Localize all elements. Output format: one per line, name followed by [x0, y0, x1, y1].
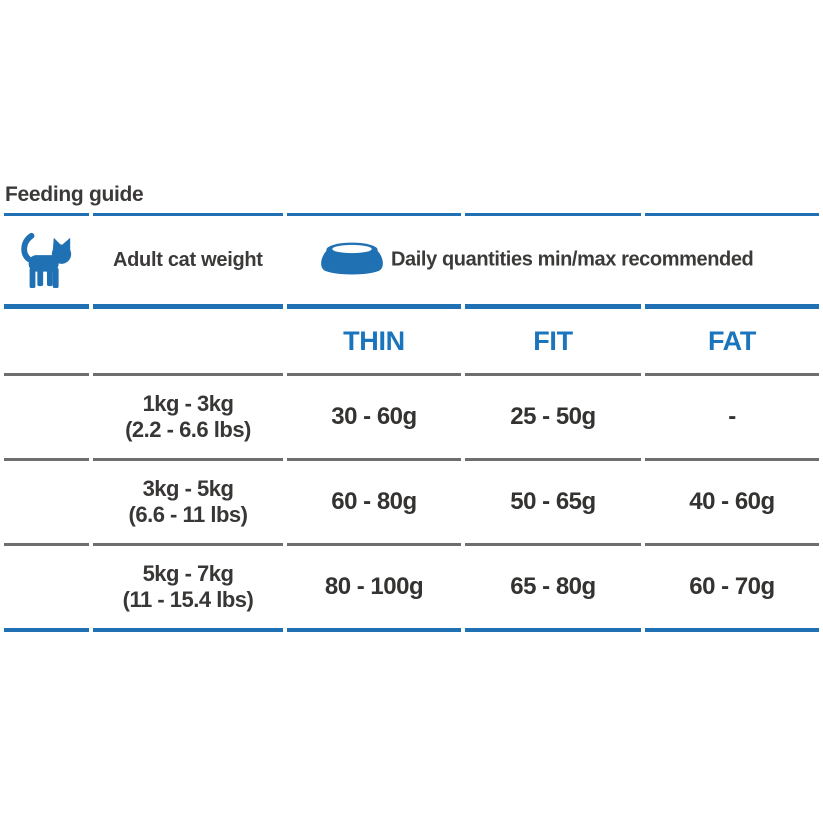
cell-thin: 60 - 80g [287, 461, 461, 546]
table-row [4, 376, 819, 461]
weight-range-lbs: (2.2 - 6.6 lbs) [125, 417, 251, 442]
weight-range-lbs: (11 - 15.4 lbs) [122, 587, 254, 612]
daily-quantities-label: Daily quantities min/max recommended [391, 248, 754, 271]
cat-icon [18, 229, 76, 291]
col-header-fit: FIT [465, 309, 641, 376]
adult-cat-weight-cell [93, 213, 283, 309]
row-spacer-cell [4, 461, 89, 546]
col-header-thin: THIN [287, 309, 461, 376]
feeding-table [0, 213, 823, 632]
cell-fat: - [645, 376, 819, 461]
weight-range-cell [93, 376, 283, 461]
table-header-row [4, 213, 819, 309]
cell-fit: 25 - 50g [465, 376, 641, 461]
cell-fit: 65 - 80g [465, 546, 641, 632]
weight-range-cell [93, 546, 283, 632]
row-spacer-cell [4, 376, 89, 461]
table-row [4, 461, 819, 546]
cat-icon-cell [4, 213, 89, 309]
table-row [4, 546, 819, 632]
weight-range-cell [93, 461, 283, 546]
bowl-icon [319, 239, 385, 282]
cell-thin: 30 - 60g [287, 376, 461, 461]
cell-fat: 60 - 70g [645, 546, 819, 632]
daily-quantities-cell [287, 213, 754, 309]
col-header-fat: FAT [645, 309, 819, 376]
weight-range-lbs: (6.6 - 11 lbs) [128, 502, 248, 527]
cell-fit: 50 - 65g [465, 461, 641, 546]
adult-cat-weight-label: Adult cat weight [113, 248, 263, 271]
weight-range-kg: 3kg - 5kg [142, 476, 234, 501]
cond-spacer-cell [93, 309, 283, 376]
row-spacer-cell [4, 546, 89, 632]
weight-range-kg: 1kg - 3kg [142, 391, 234, 416]
cond-spacer-cell [4, 309, 89, 376]
cell-fat: 40 - 60g [645, 461, 819, 546]
condition-header-row [4, 309, 819, 376]
cell-thin: 80 - 100g [287, 546, 461, 632]
page-title: Feeding guide [5, 183, 144, 206]
daily-quantities-group [319, 239, 753, 282]
weight-range-kg: 5kg - 7kg [142, 561, 234, 586]
